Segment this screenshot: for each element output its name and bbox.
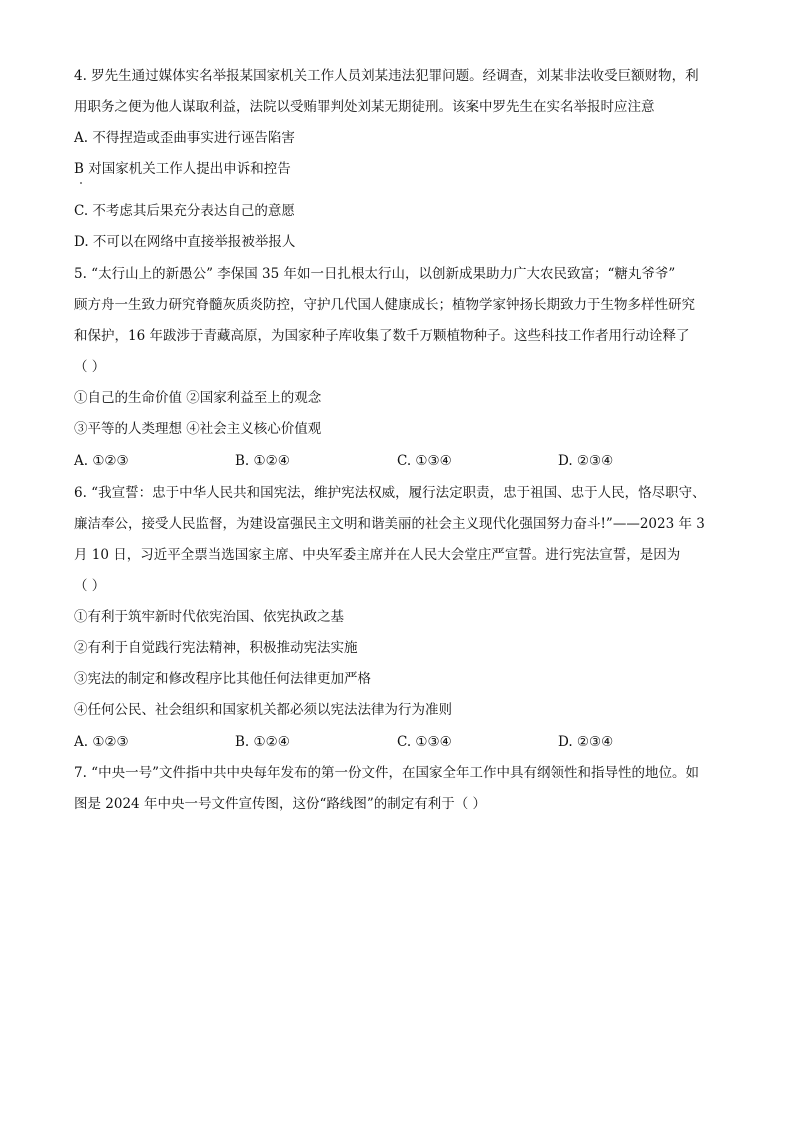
q5-items-line1: ①自己的生命价值 ②国家利益至上的观念 [74,390,322,406]
q7-stem-line2: 图是 2024 年中央一号文件宣传图，这份“路线图”的制定有利于（ ） [74,796,487,812]
q4-stem-line2: 用职务之便为他人谋取利益，法院以受贿罪判处刘某无期徒刑。该案中罗先生在实名举报时应注意 [74,99,655,115]
q6-item-4: ④任何公民、社会组织和国家机关都必须以宪法法律为行为准则 [74,702,452,718]
q6-stem-line4: （ ） [74,578,106,594]
q4-option-a: A. 不得捏造或歪曲事实进行诬告陷害 [74,130,295,146]
q5-option-d: D. ②③④ [558,453,614,469]
q6-option-d: D. ②③④ [558,734,614,750]
q4-option-d: D. 不可以在网络中直接举报被举报人 [74,234,296,250]
q6-stem-line1: 6. “我宣誓：忠于中华人民共和国宪法，维护宪法权威，履行法定职责，忠于祖国、忠于人民，恪尽职守、 [74,485,706,501]
q6-item-2: ②有利于自觉践行宪法精神，积极推动宪法实施 [74,640,358,656]
q5-option-c: C. ①③④ [397,453,452,469]
q5-stem-line3: 和保护，16 年跋涉于青藏高原，为国家种子库收集了数千万颗植物种子。这些科技工作者用行动诠释了 [74,328,690,344]
q7-stem-line1: 7. “中央一号”文件指中共中央每年发布的第一份文件，在国家全年工作中具有纲领性和指导性的地位。如 [74,765,699,781]
q5-stem-line2: 顾方舟一生致力研究脊髓灰质炎防控，守护几代国人健康成长；植物学家钟扬长期致力于生物多样性研究 [74,297,695,313]
q6-option-c: C. ①③④ [397,734,452,750]
q5-stem-line4: （ ） [74,359,106,375]
q6-item-1: ①有利于筑牢新时代依宪治国、依宪执政之基 [74,609,344,625]
q6-option-a: A. ①②③ [74,734,129,750]
q4-option-c: C. 不考虑其后果充分表达自己的意愿 [74,203,295,219]
q6-option-b: B. ①②④ [235,734,290,750]
q6-stem-line2: 廉洁奉公，接受人民监督，为建设富强民主文明和谐美丽的社会主义现代化强国努力奋斗!”——2023 年 3 [74,516,705,532]
stray-dot-mark [80,182,82,184]
q5-option-a: A. ①②③ [74,453,129,469]
q5-option-b: B. ①②④ [235,453,290,469]
q6-item-3: ③宪法的制定和修改程序比其他任何法律更加严格 [74,671,371,687]
q6-stem-line3: 月 10 日，习近平全票当选国家主席、中央军委主席并在人民大会堂庄严宣誓。进行宪法宣誓，是因为 [74,547,681,563]
q4-option-b: B 对国家机关工作人提出申诉和控告 [74,161,291,177]
q5-items-line2: ③平等的人类理想 ④社会主义核心价值观 [74,421,322,437]
q4-stem-line1: 4. 罗先生通过媒体实名举报某国家机关工作人员刘某违法犯罪问题。经调查，刘某非法收受巨额财物，利 [74,68,699,84]
q5-stem-line1: 5. “太行山上的新愚公” 李保国 35 年如一日扎根太行山，以创新成果助力广大农民致富；“糖丸爷爷” [74,266,676,282]
